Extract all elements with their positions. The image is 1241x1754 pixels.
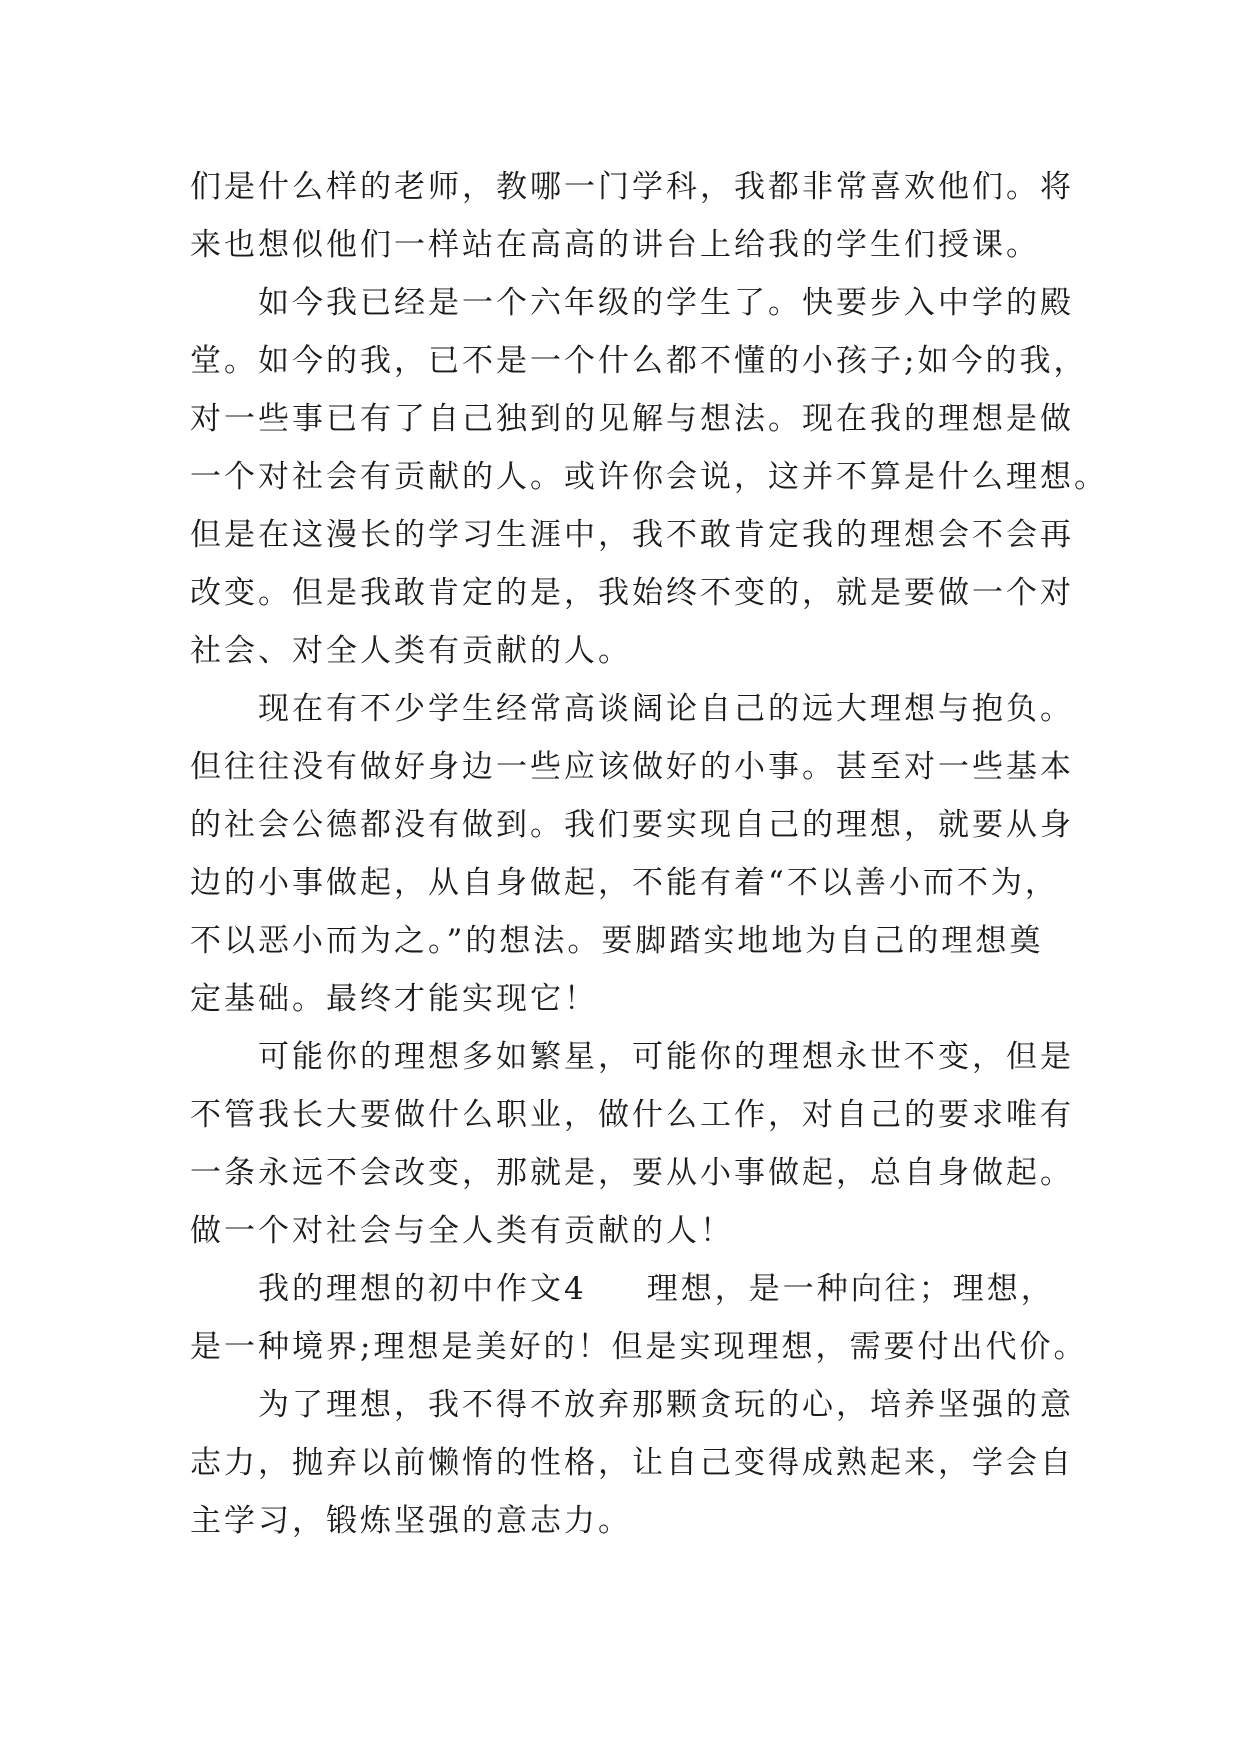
text-line: 一个对社会有贡献的人。或许你会说，这并不算是什么理想。 xyxy=(190,459,1108,495)
text-line: 志力，抛弃以前懒惰的性格，让自己变得成熟起来，学会自 xyxy=(190,1445,1074,1481)
essay-heading: 我的理想的初中作文4 xyxy=(258,1271,587,1307)
text-line: 边的小事做起，从自身做起，不能有着“不以善小而不为， xyxy=(190,865,1059,901)
paragraph-5 xyxy=(190,1260,1088,1376)
text-line: 定基础。最终才能实现它！ xyxy=(190,981,598,1017)
text-line: 们是什么样的老师，教哪一门学科，我都非常喜欢他们。将 xyxy=(190,169,1074,205)
text-line: 是一种境界;理想是美好的！但是实现理想，需要付出代价。 xyxy=(190,1329,1088,1365)
text-line: 来也想似他们一样站在高高的讲台上给我的学生们授课。 xyxy=(190,227,1040,263)
text-line: 堂。如今的我，已不是一个什么都不懂的小孩子;如今的我， xyxy=(190,343,1088,379)
text-line: 可能你的理想多如繁星，可能你的理想永世不变，但是 xyxy=(258,1039,1074,1075)
text-line: 主学习，锻炼坚强的意志力。 xyxy=(190,1503,632,1539)
text-line: 现在有不少学生经常高谈阔论自己的远大理想与抱负。 xyxy=(258,691,1074,727)
text-line: 为了理想，我不得不放弃那颗贪玩的心，培养坚强的意 xyxy=(258,1387,1074,1423)
paragraph-3 xyxy=(190,680,1074,1028)
text-line: 一条永远不会改变，那就是，要从小事做起，总自身做起。 xyxy=(190,1155,1074,1191)
paragraph-2 xyxy=(190,274,1108,680)
text-line: 对一些事已有了自己独到的见解与想法。现在我的理想是做 xyxy=(190,401,1074,437)
text-line: 如今我已经是一个六年级的学生了。快要步入中学的殿 xyxy=(258,285,1074,321)
paragraph-4 xyxy=(190,1028,1074,1260)
text-line: 的社会公德都没有做到。我们要实现自己的理想，就要从身 xyxy=(190,807,1074,843)
paragraph-1 xyxy=(190,158,1074,274)
paragraph-6 xyxy=(190,1376,1074,1550)
text-line: 做一个对社会与全人类有贡献的人！ xyxy=(190,1213,734,1249)
document-body xyxy=(190,158,1108,1550)
text-line: 但是在这漫长的学习生涯中，我不敢肯定我的理想会不会再 xyxy=(190,517,1074,553)
text-line: 社会、对全人类有贡献的人。 xyxy=(190,633,632,669)
text-line-rest: 理想，是一种向往；理想， xyxy=(646,1271,1055,1307)
text-line: 但往往没有做好身边一些应该做好的小事。甚至对一些基本 xyxy=(190,749,1074,785)
text-line: 不管我长大要做什么职业，做什么工作，对自己的要求唯有 xyxy=(190,1097,1074,1133)
text-line: 改变。但是我敢肯定的是，我始终不变的，就是要做一个对 xyxy=(190,575,1074,611)
text-line xyxy=(190,1260,1070,1318)
text-line: 不以恶小而为之。”的想法。要脚踏实地地为自己的理想奠 xyxy=(190,923,1044,959)
